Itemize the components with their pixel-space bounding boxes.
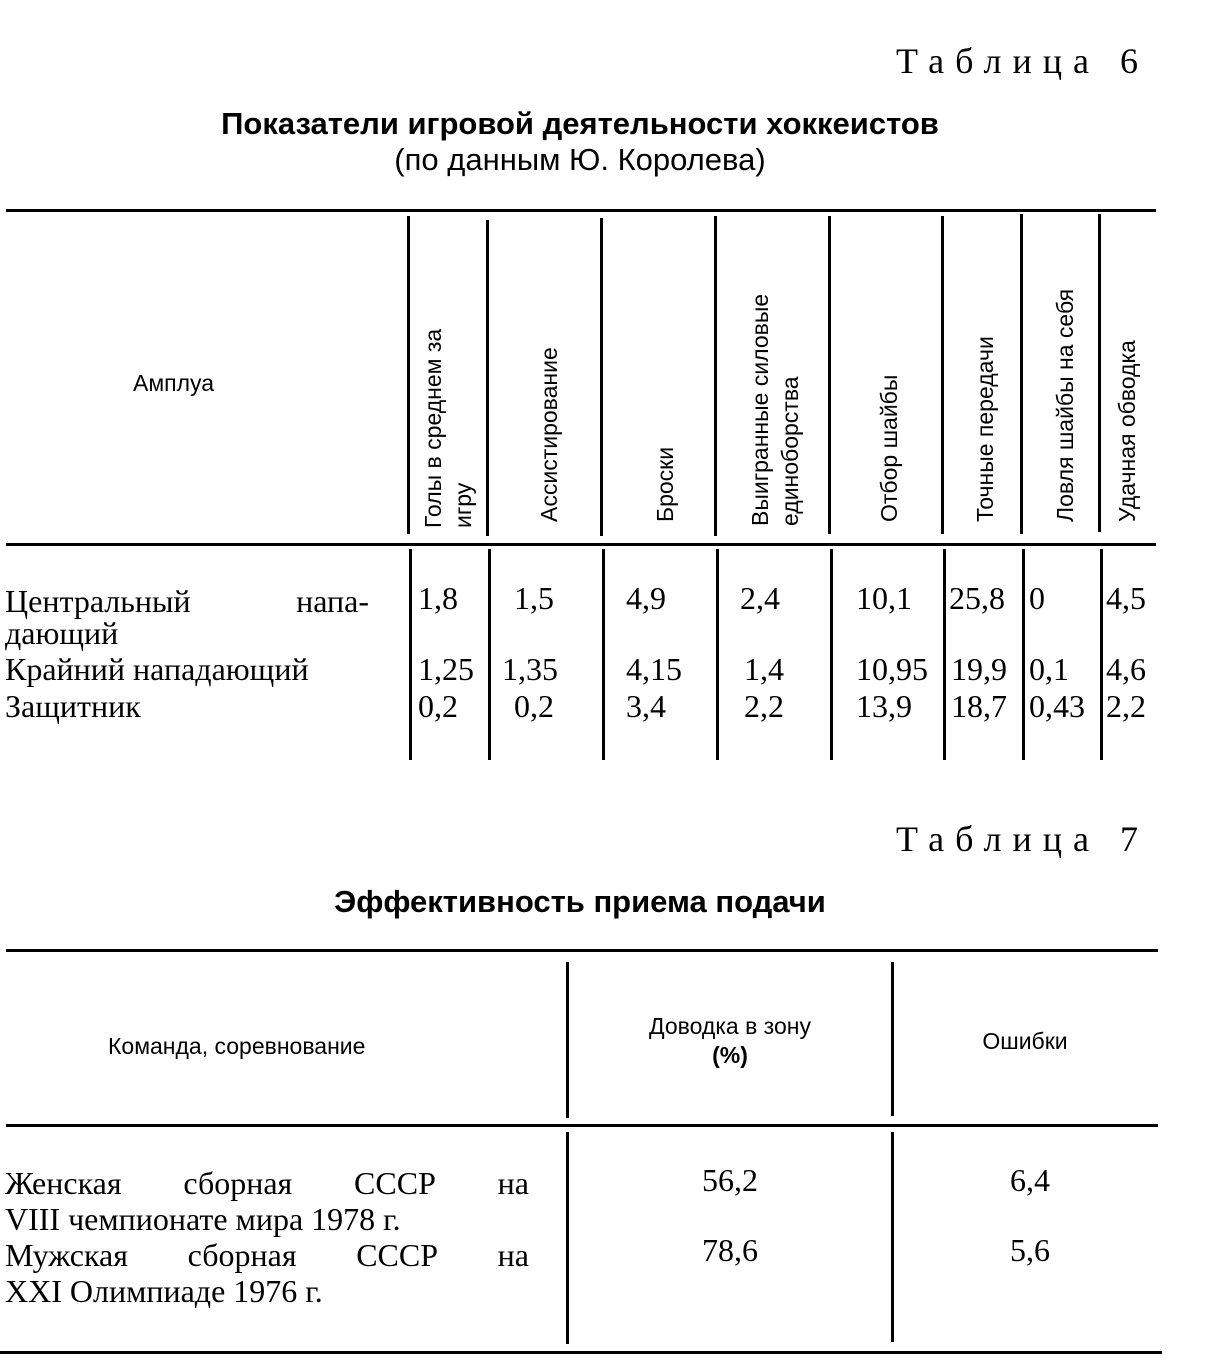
- table6-cell: 0,1: [1029, 651, 1069, 687]
- table6-cell: 1,8: [418, 580, 458, 616]
- row-label-line: дающий: [5, 615, 119, 651]
- table6-cell: 10,1: [856, 580, 912, 616]
- row-label-line: Центральный напа-: [5, 583, 369, 619]
- table6-col-header-shots: Броски: [652, 446, 678, 522]
- table6-cell: 0,2: [418, 688, 458, 724]
- table6-col-divider: [488, 549, 491, 760]
- table7-top-rule: [6, 949, 1158, 952]
- table7-cell: 78,6: [702, 1232, 758, 1268]
- table6-cell: 1,35: [502, 651, 558, 687]
- table6-cell: 0: [1029, 580, 1045, 616]
- table6-cell: 2,2: [744, 688, 784, 724]
- table6-col-header-assists: Ассистирование: [536, 347, 562, 522]
- table6-col-header-goals: Голы в среднем за игру: [420, 328, 476, 528]
- table7-col-divider: [891, 962, 894, 1116]
- row-label-line: Мужская сборная СССР на: [5, 1237, 529, 1273]
- table6-col-divider: [602, 549, 605, 760]
- table7-cell: 5,6: [1010, 1232, 1050, 1268]
- table6-cell: 3,4: [626, 688, 666, 724]
- row-label-line: XXI Олимпиаде 1976 г.: [5, 1273, 323, 1309]
- table6-header-role: Амплуа: [133, 370, 215, 396]
- table6-cell: 25,8: [949, 580, 1005, 616]
- table7-col-divider: [891, 1132, 894, 1342]
- table6-title: Показатели игровой деятельности хоккеистов: [221, 106, 939, 141]
- table7-row-label: [5, 1166, 529, 1236]
- table6-col-divider: [1098, 214, 1101, 532]
- table6-col-divider: [714, 216, 717, 536]
- table6-col-divider: [716, 549, 719, 760]
- table7-header-team: Команда, соревнование: [108, 1033, 366, 1059]
- table6-subtitle: (по данным Ю. Королева): [394, 142, 766, 177]
- row-label-line: Женская сборная СССР на: [5, 1165, 529, 1201]
- table7-col-divider: [566, 962, 569, 1118]
- table7-header-delivery-unit: (%): [712, 1042, 748, 1068]
- table6-cell: 4,5: [1106, 580, 1146, 616]
- table6-col-divider: [409, 549, 412, 760]
- table6-col-header-takeaway: Отбор шайбы: [876, 374, 902, 522]
- table6-col-divider: [407, 216, 410, 534]
- table6-col-divider: [943, 549, 946, 760]
- table6-col-header-passes: Точные передачи: [972, 336, 998, 522]
- table7-cell: 56,2: [702, 1162, 758, 1198]
- table6-row-label: [5, 584, 369, 650]
- row-label-line: VIII чемпионате мира 1978 г.: [5, 1201, 401, 1237]
- table6-cell: 13,9: [856, 688, 912, 724]
- table6-row-label: Защитник: [5, 688, 141, 724]
- table6-cell: 0,2: [514, 688, 554, 724]
- table6-cell: 10,95: [856, 651, 928, 687]
- table6-cell: 1,25: [418, 651, 474, 687]
- table6-cell: 1,4: [744, 651, 784, 687]
- table6-col-divider: [1020, 214, 1023, 534]
- table6-label: Таблица 6: [896, 41, 1149, 81]
- table6-col-divider: [486, 220, 489, 536]
- table6-col-header-power: Выигранные силовые единоборства: [747, 293, 803, 526]
- table6-cell: 18,7: [951, 688, 1007, 724]
- table6-cell: 4,15: [626, 651, 682, 687]
- table6-cell: 1,5: [514, 580, 554, 616]
- table6-row-label: Крайний нападающий: [5, 651, 309, 687]
- table7-col-divider: [566, 1132, 569, 1344]
- table6-header-rule: [6, 543, 1156, 546]
- table6-col-divider: [830, 549, 833, 760]
- table7-cell: 6,4: [1010, 1162, 1050, 1198]
- table6-cell: 19,9: [951, 651, 1007, 687]
- table7-header-delivery: Доводка в зону: [649, 1013, 811, 1039]
- table6-cell: 2,2: [1106, 688, 1146, 724]
- table6-cell: 2,4: [740, 580, 780, 616]
- table6-col-divider: [941, 216, 944, 534]
- table7-label: Таблица 7: [896, 819, 1149, 859]
- table6-col-divider: [1100, 549, 1103, 760]
- table6-col-divider: [828, 216, 831, 534]
- table6-top-rule: [6, 209, 1156, 212]
- table6-col-header-dekes: Удачная обводка: [1114, 340, 1140, 522]
- table6-col-header-blocks: Ловля шайбы на себя: [1052, 288, 1078, 522]
- table7-row-label: [5, 1238, 529, 1308]
- table7-header-rule: [6, 1124, 1158, 1127]
- table6-cell: 4,9: [626, 580, 666, 616]
- table7-title: Эффективность приема подачи: [334, 884, 826, 919]
- table7-header-errors: Ошибки: [982, 1028, 1068, 1054]
- table6-cell: 4,6: [1106, 651, 1146, 687]
- table7-bottom-rule: [0, 1351, 1162, 1354]
- table6-col-divider: [600, 218, 603, 536]
- table6-col-divider: [1022, 549, 1025, 760]
- table6-cell: 0,43: [1029, 688, 1085, 724]
